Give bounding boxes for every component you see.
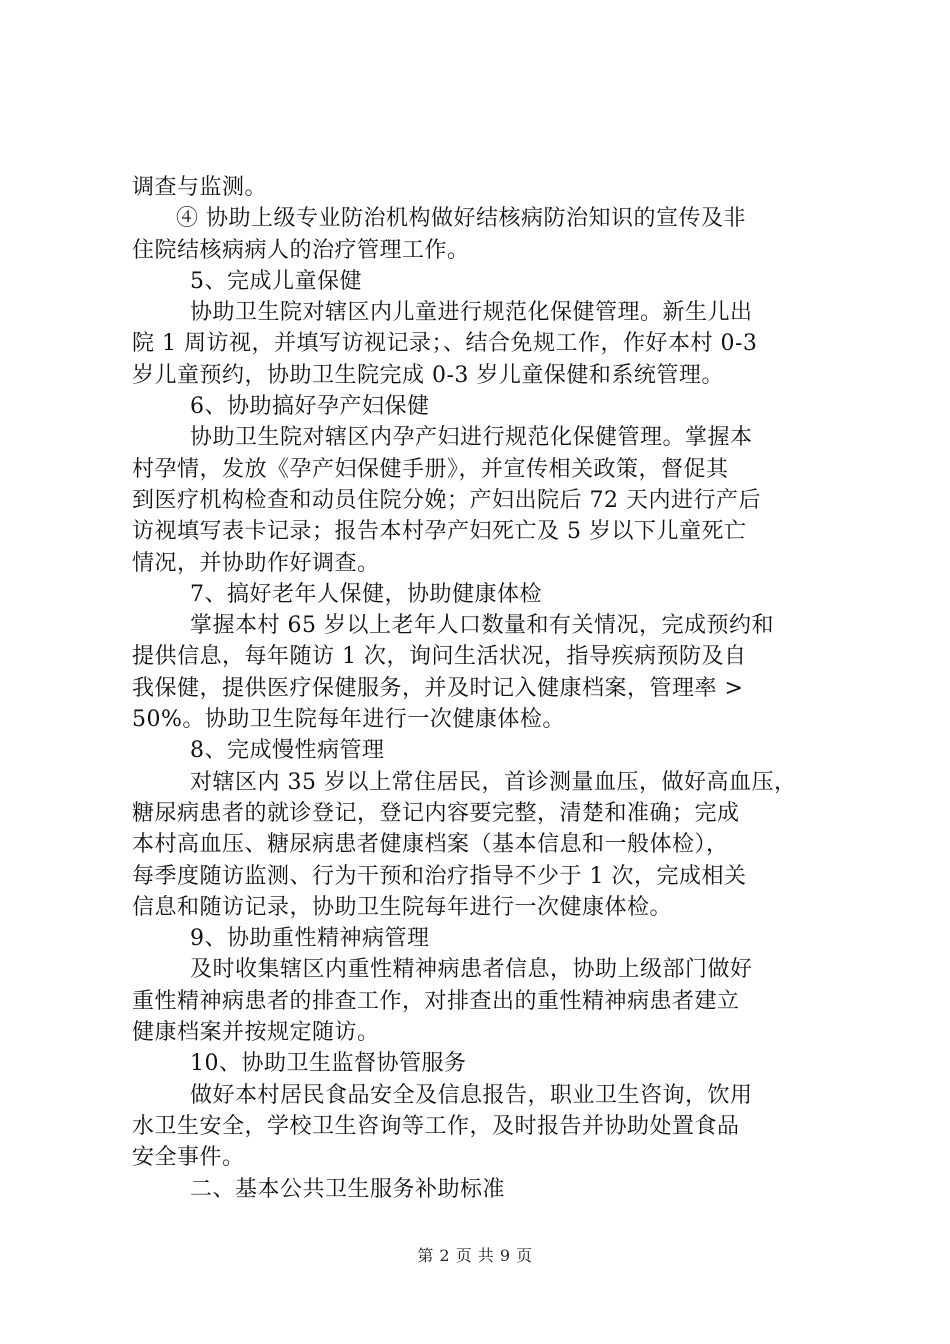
text-line: 及时收集辖区内重性精神病患者信息，协助上级部门做好 bbox=[190, 957, 753, 983]
text-line: 掌握本村 65 岁以上老年人口数量和有关情况，完成预约和 bbox=[190, 613, 774, 639]
text-line: 信息和随访记录，协助卫生院每年进行一次健康体检。 bbox=[132, 894, 673, 920]
text-line: 院 1 周访视，并填写访视记录；、结合免规工作，作好本村 0-3 bbox=[132, 331, 758, 357]
text-line: 二、基本公共卫生服务补助标准 bbox=[190, 1176, 506, 1202]
text-line: ④ 协助上级专业防治机构做好结核病防治知识的宣传及非 bbox=[176, 206, 746, 232]
text-line: 9、协助重性精神病管理 bbox=[190, 926, 430, 952]
page-footer: 第 2 页 共 9 页 bbox=[417, 1246, 533, 1265]
text-line: 到医疗机构检查和动员住院分娩；产妇出院后 72 天内进行产后 bbox=[132, 487, 761, 513]
text-line: 安全事件。 bbox=[132, 1145, 245, 1171]
text-line: 访视填写表卡记录；报告本村孕产妇死亡及 5 岁以下儿童死亡 bbox=[132, 519, 747, 545]
text-line: 7、搞好老年人保健，协助健康体检 bbox=[190, 581, 542, 607]
text-line: 情况，并协助作好调查。 bbox=[132, 550, 380, 576]
text-line: 协助卫生院对辖区内孕产妇进行规范化保健管理。掌握本 bbox=[190, 425, 753, 451]
text-line: 村孕情，发放《孕产妇保健手册》，并宣传相关政策，督促其 bbox=[132, 456, 729, 482]
text-line: 5、完成儿童保健 bbox=[190, 268, 362, 294]
text-line: 岁儿童预约，协助卫生院完成 0-3 岁儿童保健和系统管理。 bbox=[132, 362, 724, 388]
text-line: 本村高血压、糖尿病患者健康档案（基本信息和一般体检）， bbox=[132, 832, 729, 858]
document-body bbox=[132, 172, 832, 1205]
text-line: 对辖区内 35 岁以上常住居民，首诊测量血压，做好高血压， bbox=[190, 769, 797, 795]
text-line: 水卫生安全，学校卫生咨询等工作，及时报告并协助处置食品 bbox=[132, 1113, 740, 1139]
text-line: 调查与监测。 bbox=[132, 175, 268, 200]
text-line: 每季度随访监测、行为干预和治疗指导不少于 1 次，完成相关 bbox=[132, 863, 747, 889]
text-line: 50%。协助卫生院每年进行一次健康体检。 bbox=[132, 707, 565, 733]
text-line: 6、协助搞好孕产妇保健 bbox=[190, 394, 430, 420]
text-line: 做好本村居民食品安全及信息报告，职业卫生咨询，饮用 bbox=[190, 1082, 753, 1108]
text-line: 我保健，提供医疗保健服务，并及时记入健康档案，管理率 > bbox=[132, 675, 744, 701]
text-line: 住院结核病病人的治疗管理工作。 bbox=[132, 237, 470, 263]
text-line: 糖尿病患者的就诊登记，登记内容要完整，清楚和准确；完成 bbox=[132, 800, 740, 826]
text-line: 健康档案并按规定随访。 bbox=[132, 1020, 380, 1046]
text-line: 10、协助卫生监督协管服务 bbox=[190, 1051, 467, 1077]
text-line: 8、完成慢性病管理 bbox=[190, 738, 385, 764]
text-line: 重性精神病患者的排查工作，对排查出的重性精神病患者建立 bbox=[132, 988, 740, 1014]
text-line: 协助卫生院对辖区内儿童进行规范化保健管理。新生儿出 bbox=[190, 300, 753, 326]
text-line: 提供信息，每年随访 1 次，询问生活状况，指导疾病预防及自 bbox=[132, 644, 747, 670]
